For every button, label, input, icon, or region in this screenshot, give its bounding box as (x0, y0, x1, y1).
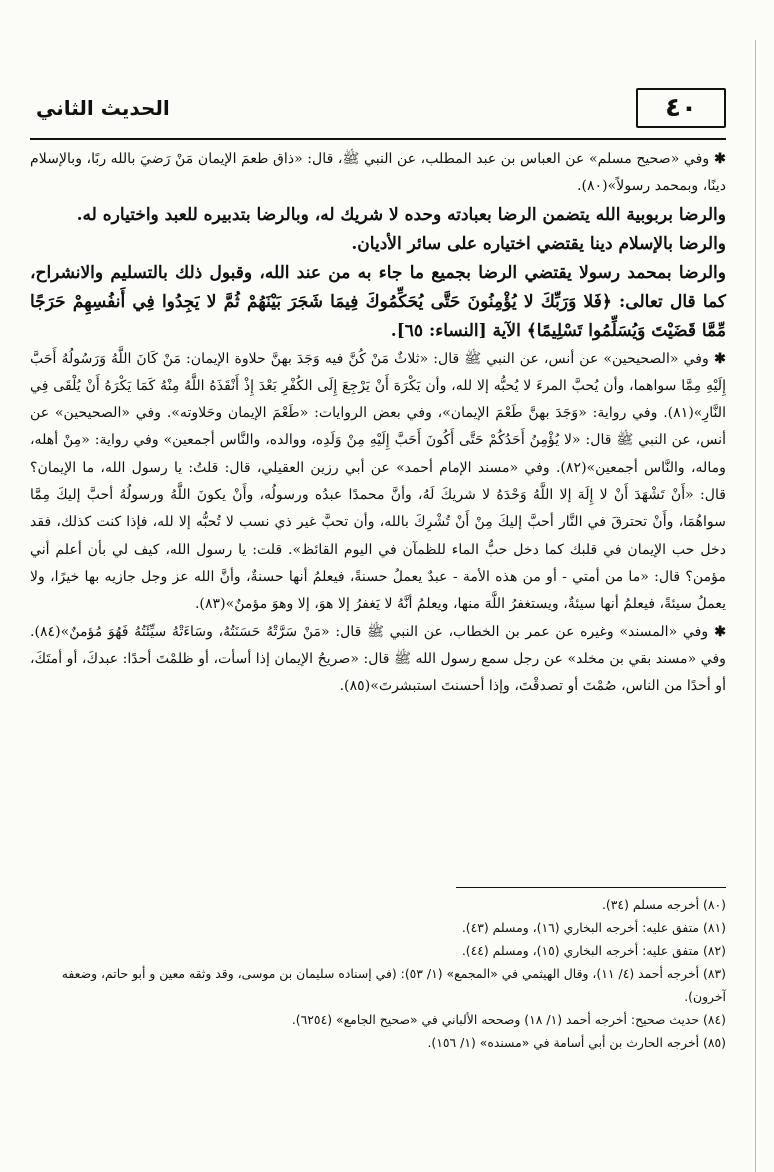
page-header (36, 88, 726, 132)
paragraph-muhammad: والرضا بمحمد رسولا يقتضي الرضا بجميع ما جاء به من عند الله، وقبول ذلك بالتسليم والانشراح، كما قال تعالى: ﴿فَلا وَرَبِّكَ لا يُؤْمِنُونَ حَتَّى يُحَكِّمُوكَ فِيمَا شَجَرَ بَيْنَهُمْ ثُمَّ لا يَجِدُوا فِي أَنفُسِهِمْ حَرَجًا مِّمَّا قَضَيْتَ وَيُسَلِّمُوا تَسْلِيمًا﴾ الآية [النساء: ٦٥]. (30, 262, 726, 341)
page-number: ٤٠ (636, 88, 726, 128)
paragraph-rububiyya: والرضا بربوبية الله يتضمن الرضا بعبادته وحده لا شريك له، وبالرضا بتدبيره للعبد واختياره له. (76, 204, 726, 225)
paragraph-islam: والرضا بالإسلام دينا يقتضي اختياره على سائر الأديان. (351, 233, 726, 254)
header-rule (30, 138, 726, 140)
footnote-83: (٨٣) أخرجه أحمد (٤/ ١١)، وقال الهيثمي في «المجمع» (١/ ٥٣): (في إسناده سليمان بن موسى، وقد وثقه معين و أبو حاتم، وضعفه آخرون). (61, 966, 726, 1004)
paragraph-muslim-hadith: ✱ وفي «صحيح مسلم» عن العباس بن عبد المطلب، عن النبي ﷺ، قال: «ذاق طعمَ الإيمان مَنْ رَضيَ بالله ربًا، وبالإسلام دينًا، وبمحمد رسولاً»(٨٠). (30, 151, 726, 195)
footnote-84: (٨٤) حديث صحيح: أخرجه أحمد (١/ ١٨) وصححه الألباني في «صحيح الجامع» (٦٢٥٤). (291, 1012, 726, 1027)
footnote-82: (٨٢) متفق عليه: أخرجه البخاري (١٥)، ومسلم (٤٤). (461, 943, 726, 958)
star-marker: ✱ (708, 350, 726, 367)
footnote-80: (٨٠) أخرجه مسلم (٣٤). (601, 897, 726, 912)
footnotes (56, 893, 726, 1054)
chapter-title: الحديث الثاني (36, 96, 170, 120)
paragraph-musnad-hadiths: ✱ وفي «المسند» وغيره عن عمر بن الخطاب، عن النبي ﷺ قال: «مَنْ سَرَّتْهُ حَسَنَتُهُ، وسَاءَتْهُ سيِّئَتُهُ فَهُوَ مُؤمنٌ»(٨٤). وفي «مسند بقي بن مخلد» عن رجل سمع رسول الله ﷺ قال: «صريحُ الإيمان إذا أسأت، أو ظلمْتَ أحدًا: عبدكَ، أو أمتَكَ، أو أحدًا من الناس، صُمْتَ أو تصدقْتَ، وإذا أحسنتَ استبشرتَ»(٨٥). (30, 623, 727, 695)
footnote-rule (456, 887, 726, 888)
star-marker: ✱ (708, 623, 727, 640)
footnote-85: (٨٥) أخرجه الحارث بن أبي أسامة في «مسنده» (١/ ١٥٦). (427, 1035, 726, 1050)
page-spine-edge (755, 40, 756, 1172)
footnote-81: (٨١) متفق عليه: أخرجه البخاري (١٦)، ومسلم (٤٣). (461, 920, 726, 935)
paragraph-sahihayn-hadiths: ✱ وفي «الصحيحين» عن أنس، عن النبي ﷺ قال: «ثلاثٌ مَنْ كُنَّ فيه وَجَدَ بهنَّ حلاوة الإيمان: مَنْ كَانَ اللَّهُ وَرَسُولُهُ أَحَبَّ إِلَيْهِ مِمَّا سواهما، وأن يُحبَّ المرءَ لا يُحبُّه إلا لله، وأن يَكْرَهَ أَنْ يَرْجِعَ إِلَى الكُفْرِ بَعْدَ إِذْ أَنْقَذَهُ اللَّهُ مِنْهُ كَمَا يَكْرَهُ أَنْ يُلْقَى فِي النَّارِ»(٨١). وفي رواية: «وَجَدَ بهنَّ طَعْمَ الإيمان»، وفي بعض الروايات: «طَعْمَ الإيمان وحَلاوته». وفي «الصحيحين» عن أنس، عن النبي ﷺ قال: «لا يُؤْمِنُ أَحَدُكُمْ حَتَّى أَكُونَ أَحَبَّ إِلَيْهِ مِنْ وَلَدِه، ووالده، والنَّاس أجمعين» وفي رواية: «مِنْ أهله، وماله، والنَّاس أجمعين»(٨٢). وفي «مسند الإمام أحمد» عن أبي رزين العقيلي، قال: قلتُ: يا رسول الله، ما الإيمان؟ قال: «أَنْ تَشْهَدَ أَنْ لا إِلَهَ إلا اللَّهُ وَحْدَهُ لا شريكَ لَهُ، وأنَّ محمدًا عبدُه ورسولُه، وأَنْ يكونَ اللَّهُ ورسولُهُ أحبَّ إليكَ مِمَّا سواهُمَا، وأَنْ تحترقَ في النَّار أحبَّ إليكَ مِنْ أَنْ تُشْرِكَ بالله، وأن تحبَّ غير ذي نسب لا تُحبُّه إلا لله، فإذا كنت كذلك، فقد دخل حب الإيمان في قلبك كما دخل حبُّ الماء للظمآن في اليوم القائظ». قلت: يا رسول الله، كيف لي بأن أعلم أني مؤمن؟ قال: «ما من أمتي - أو من هذه الأمة - عبدٌ يعملُ حسنةً، فيعلمُ أنها حسنةٌ، وأنَّ الله عز وجل جازيه بها خيرًا، ولا يعملُ سيئةً، فيعلمُ أنها سيئةٌ، ويستغفرُ اللَّهَ منها، ويعلمُ أنَّهُ لا يَغفرُ إلا هوَ، إلا وهوَ مؤمنٌ»(٨٣). (30, 350, 726, 613)
main-text (30, 146, 726, 700)
star-marker: ✱ (709, 151, 726, 167)
